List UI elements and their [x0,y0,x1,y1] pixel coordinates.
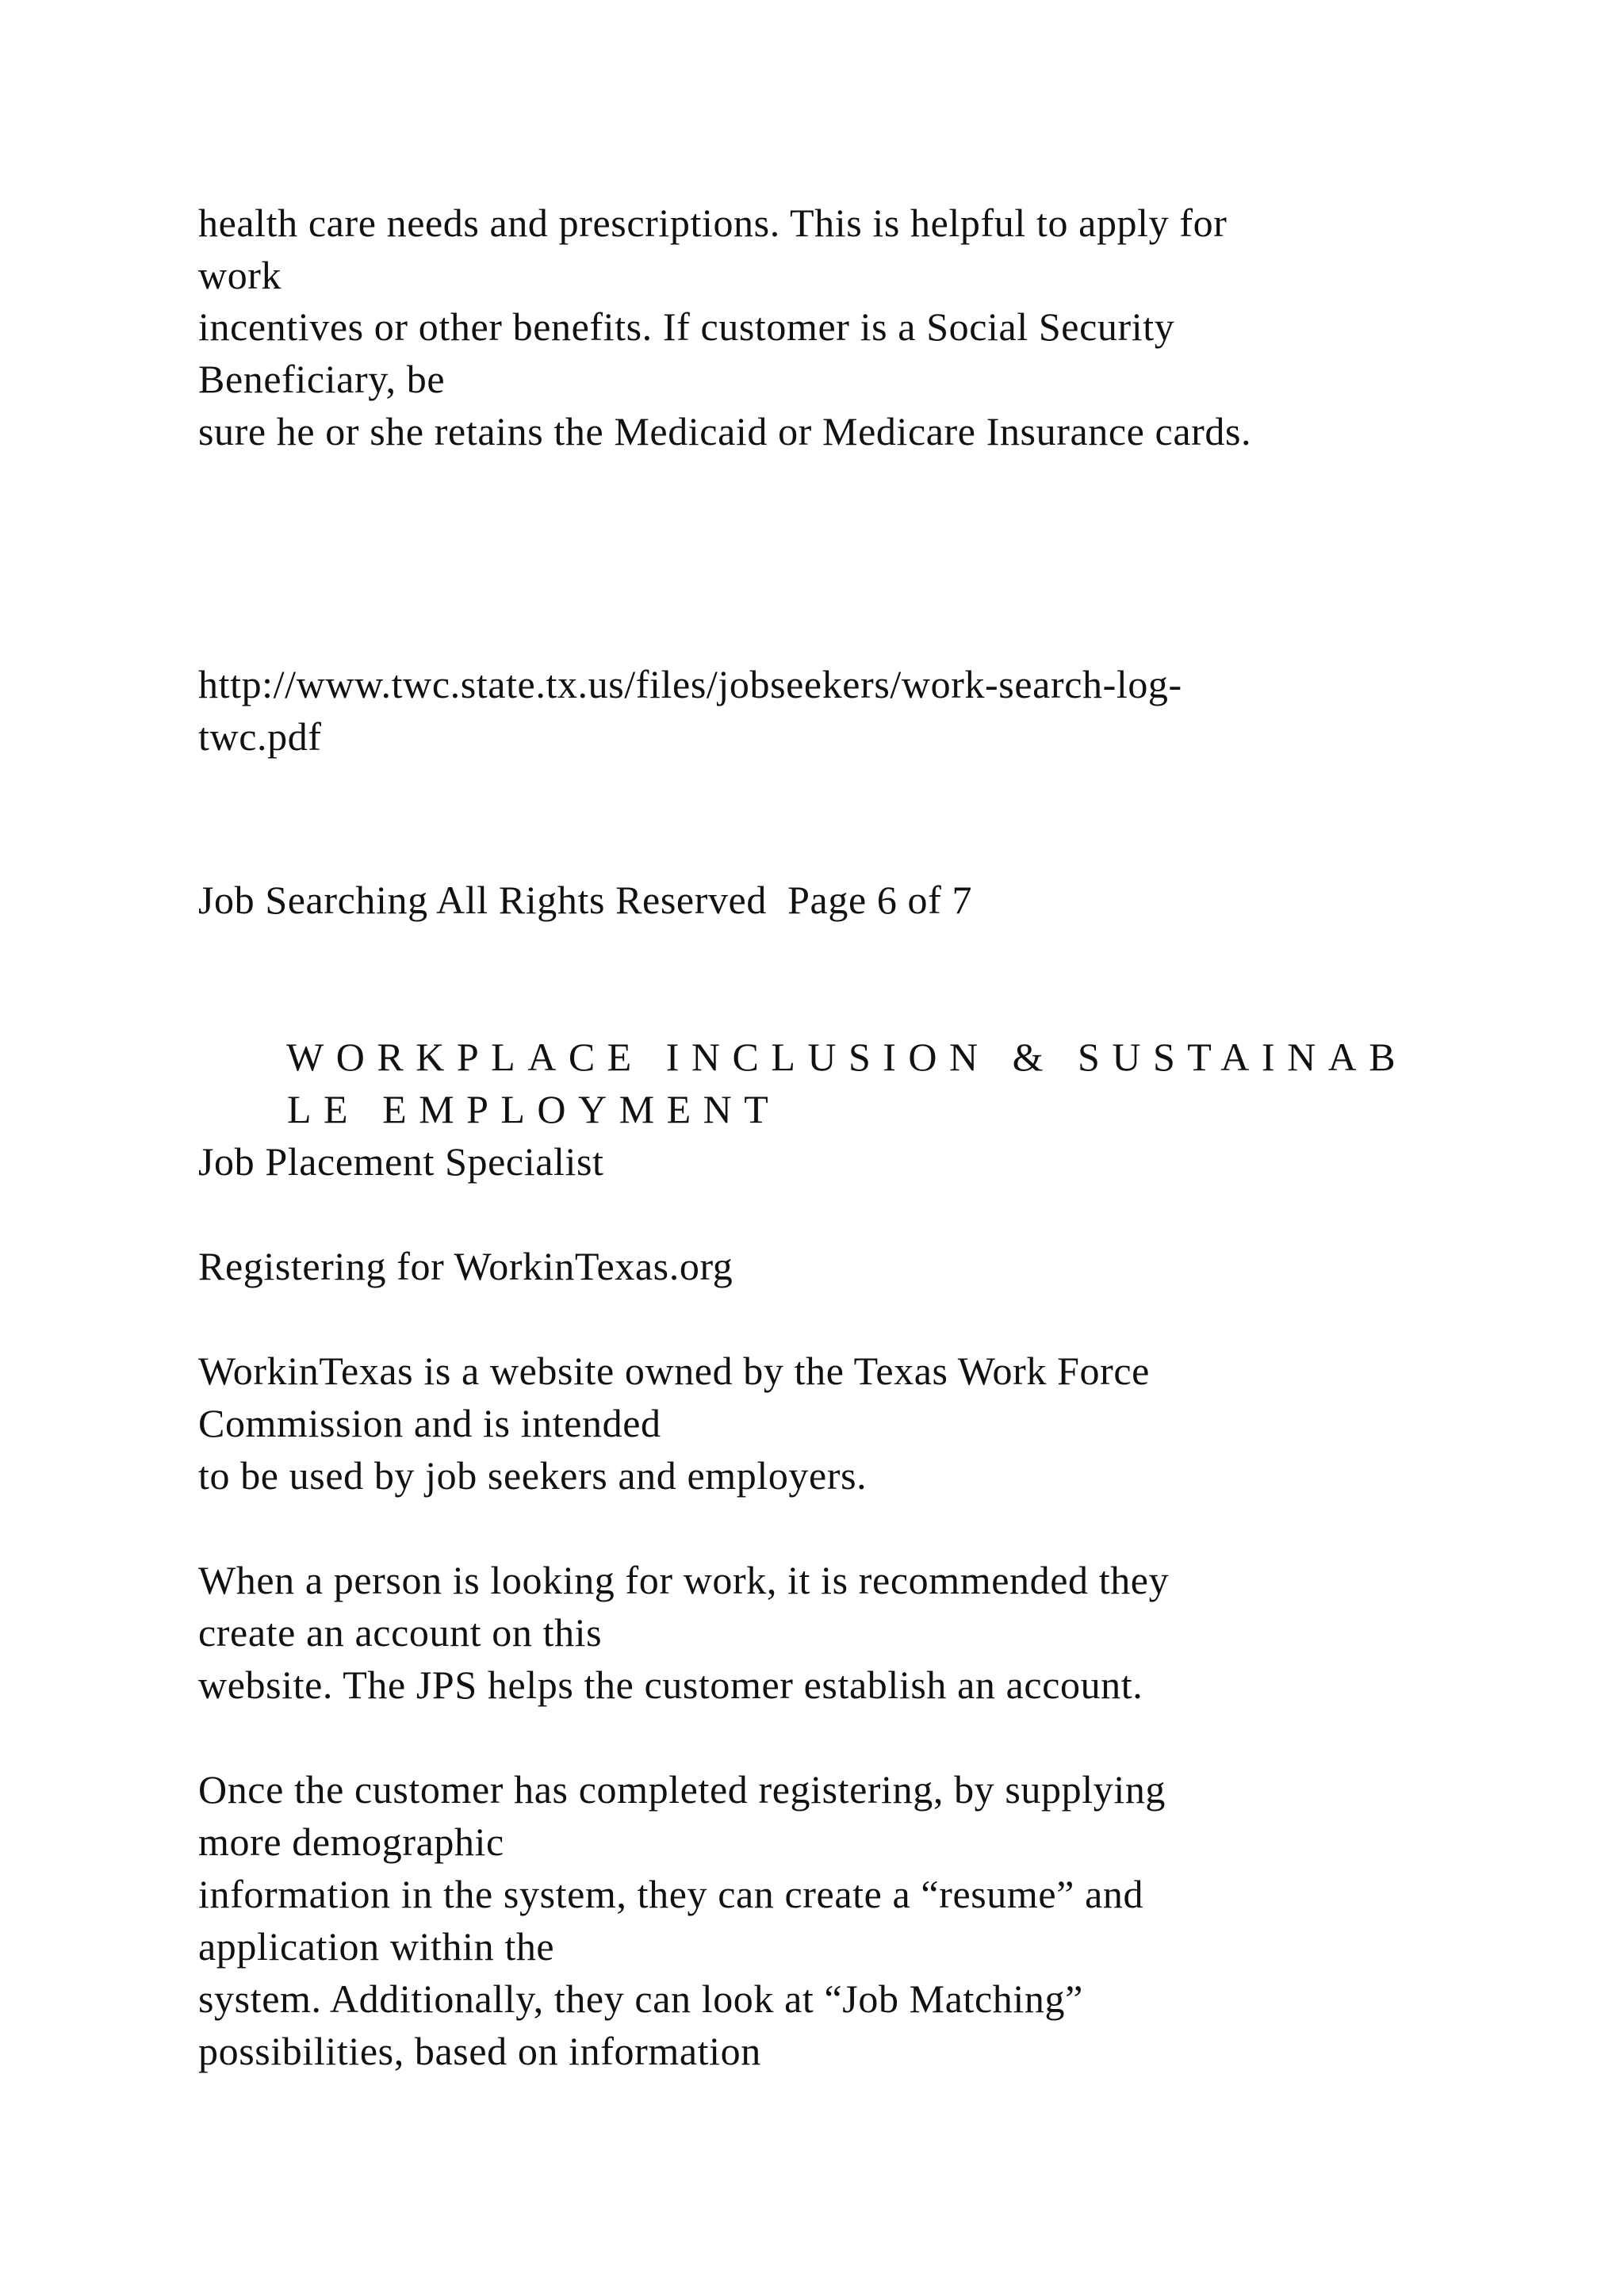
header-spaced-text-1: WORKPLACE INCLUSION & SUSTAINAB [286,1035,1408,1079]
header-spaced-text-2: LE EMPLOYMENT [287,1087,781,1131]
section-title: Registering for WorkinTexas.org [198,1244,733,1288]
looking-line-1: When a person is looking for work, it is recommended they [198,1558,1170,1602]
registering-line-3: information in the system, they can create a “resume” and [198,1872,1144,1916]
intro-line-1: health care needs and prescriptions. This is helpful to apply for [198,201,1228,245]
url-line-2: twc.pdf [198,714,322,759]
intro-line-5: sure he or she retains the Medicaid or Medicare Insurance cards. [198,409,1252,453]
registering-line-4: application within the [198,1924,555,1969]
registering-line-2: more demographic [198,1820,504,1864]
workintexas-line-2: Commission and is intended [198,1401,661,1445]
looking-line-3: website. The JPS helps the customer establish an account. [198,1663,1143,1707]
intro-line-4: Beneficiary, be [198,357,446,401]
intro-line-2: work [198,253,282,297]
role-title: Job Placement Specialist [198,1139,604,1184]
looking-line-2: create an account on this [198,1610,603,1655]
registering-line-5: system. Additionally, they can look at “Job Matching” [198,1976,1083,2021]
page-footer: Job Searching All Rights Reserved Page 6 of 7 [198,878,973,922]
workintexas-line-3: to be used by job seekers and employers. [198,1453,868,1498]
registering-line-6: possibilities, based on information [198,2029,761,2073]
registering-line-1: Once the customer has completed registering, by supplying [198,1767,1166,1812]
intro-line-3: incentives or other benefits. If customer is a Social Security [198,304,1175,349]
workintexas-line-1: WorkinTexas is a website owned by the Texas Work Force [198,1349,1150,1393]
url-line-1: http://www.twc.state.tx.us/files/jobseekers/work-search-log- [198,662,1182,706]
